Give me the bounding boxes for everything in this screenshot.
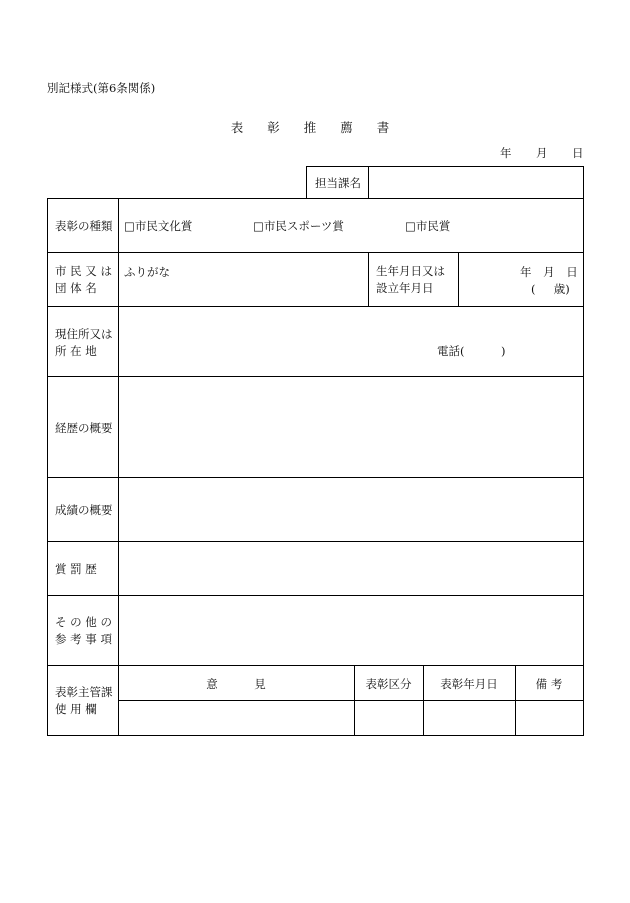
furigana-label: ふりがな — [124, 265, 170, 279]
other-label: そ の 他 の 参 考 事 項 — [55, 615, 112, 646]
history-label: 経歴の概要 — [55, 421, 113, 435]
date-year: 年 — [500, 146, 512, 160]
award-option-sports[interactable]: □市民スポーツ賞 — [253, 219, 344, 233]
award-option-citizen[interactable]: □市民賞 — [405, 219, 451, 233]
address-label: 現住所又は 所 在 地 — [55, 327, 113, 358]
birth-date-label: 生年月日又は 設立年月日 — [376, 264, 445, 295]
award-option-culture[interactable]: □市民文化賞 — [124, 219, 193, 233]
form-number-label: 別記様式(第6条関係) — [47, 81, 156, 95]
date-day: 日 — [572, 146, 584, 160]
tanto-label: 担当課名 — [315, 176, 361, 190]
awards-label: 賞 罰 歴 — [55, 562, 97, 576]
section-use-label: 表彰主管課 使 用 欄 — [55, 685, 113, 716]
birth-date-field[interactable]: 年 月 日 — [520, 265, 578, 279]
date-month: 月 — [536, 146, 548, 160]
name-label: 市 民 又 は 団 体 名 — [55, 264, 112, 295]
achievement-label: 成績の概要 — [55, 503, 113, 517]
award-type-label: 表彰の種類 — [55, 219, 113, 233]
phone-field[interactable]: 電話( ) — [437, 344, 506, 358]
header-opinion: 意 見 — [206, 677, 266, 691]
header-award-category: 表彰区分 — [365, 677, 412, 691]
age-field[interactable]: ( 歳) — [531, 282, 570, 296]
header-remarks: 備 考 — [535, 677, 563, 691]
header-award-date: 表彰年月日 — [440, 677, 498, 691]
document-title: 表 彰 推 薦 書 — [230, 120, 400, 135]
